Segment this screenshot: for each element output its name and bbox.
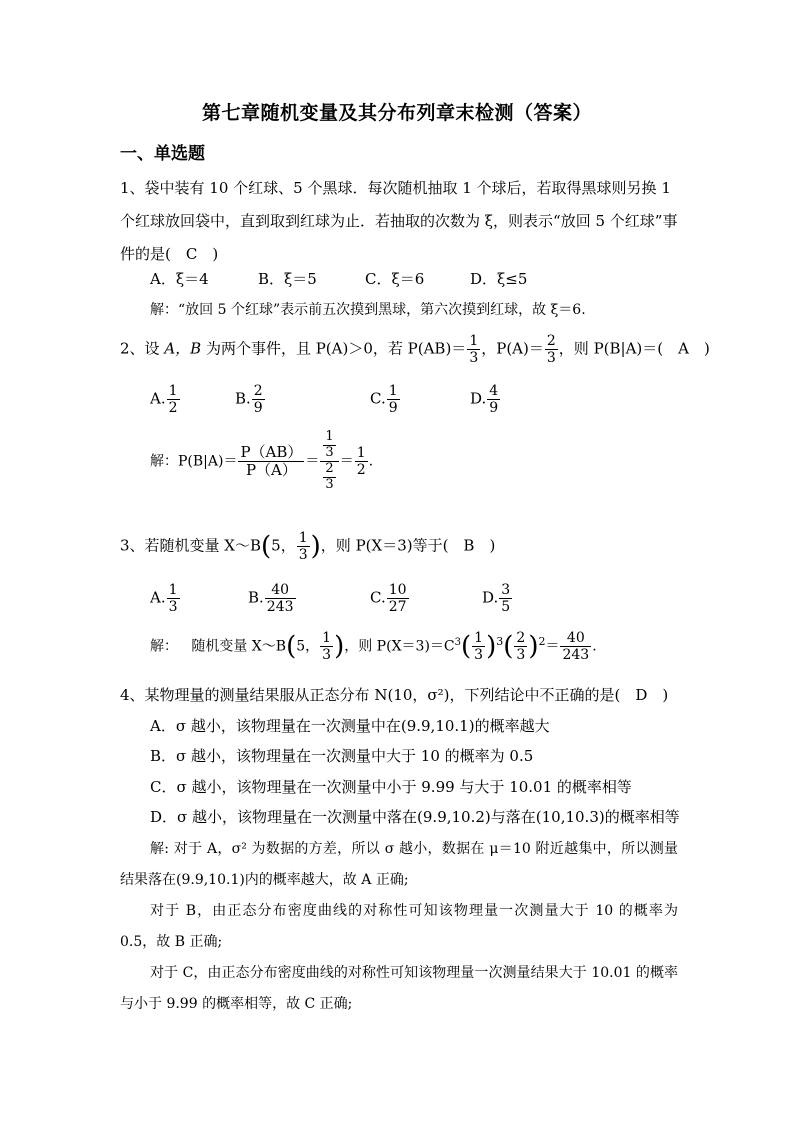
q2-option-b: B. $\frac{2}{9}$ bbox=[235, 383, 263, 417]
q4-option-c: C．σ 越小，该物理量在一次测量中小于 9.99 与大于 10.01 的概率相等 bbox=[150, 778, 632, 796]
question-1-stem: 1、袋中装有 10 个红球、5 个黑球．每次随机抽取 1 个球后，若取得黑球则另换 1 个红球放回袋中，直到取到红球为止．若抽取的次数为 ξ，则表示“放回 5 个红球”事件的是( C ) bbox=[120, 179, 678, 263]
q2-solution: 解：P(B|A)＝ $\frac{P(AB)}{P(A)}$ ＝ $\frac{\frac{1}{3}}{\frac{2}{3}}$ ＝ $\frac{1}{2}$ . bbox=[150, 429, 374, 492]
q4-solution-a: 解: 对于 A，σ² 为数据的方差，所以 σ 越小，数据在 μ＝10 附近越集中，所以测量结果落在(9.9,10.1)内的概率越大，故 A 正确; bbox=[120, 841, 678, 888]
q2-option-d: D. $\frac{4}{9}$ bbox=[470, 383, 499, 417]
q3-option-a: A. $\frac{1}{3}$ bbox=[150, 582, 178, 616]
q4-option-b: B．σ 越小，该物理量在一次测量中大于 10 的概率为 0.5 bbox=[150, 747, 534, 765]
q2-option-a: A. $\frac{1}{2}$ bbox=[150, 383, 178, 417]
q2-stem-b: 为两个事件，且 bbox=[201, 339, 316, 358]
q4-solution-c: 对于 C，由正态分布密度曲线的对称性可知该物理量一次测量结果大于 10.01 的概率与小于 9.99 的概率相等，故 C 正确; bbox=[120, 965, 678, 1012]
q1-solution: 解：“放回 5 个红球”表示前五次摸到黑球，第六次摸到红球，故 ξ＝6. bbox=[150, 302, 586, 318]
section-heading: 一、单选题 bbox=[120, 144, 205, 164]
question-3-stem: 3、若随机变量 X～B(5， $\frac{1}{3}$ )，则 P(X＝3)等于( B ) bbox=[120, 530, 496, 564]
q4-solution-b: 对于 B，由正态分布密度曲线的对称性可知该物理量一次测量大于 10 的概率为 0.5，故 B 正确; bbox=[120, 903, 678, 950]
q2-stem-vars: A，B bbox=[164, 339, 202, 358]
q1-option-c: C．ξ＝6 bbox=[365, 270, 425, 288]
page-title: 第七章随机变量及其分布列章末检测（答案） bbox=[201, 102, 592, 124]
q2-fraction-1: $\frac{1}{3}$ bbox=[469, 333, 479, 367]
q1-option-a: A．ξ＝4 bbox=[150, 270, 209, 288]
q2-stem-pa: P(A)＞0，若 P(AB)＝ bbox=[315, 339, 467, 358]
q2-fraction-2: $\frac{2}{3}$ bbox=[546, 333, 556, 367]
question-2-stem bbox=[120, 333, 710, 366]
question-4-stem: 4、某物理量的测量结果服从正态分布 N(10，σ²)，下列结论中不正确的是( D ) bbox=[120, 686, 669, 704]
q4-option-d: D．σ 越小，该物理量在一次测量中落在(9.9,10.2)与落在(10,10.3)的概率相等 bbox=[150, 808, 680, 826]
q4-option-a: A．σ 越小，该物理量在一次测量中在(9.9,10.1)的概率越大 bbox=[150, 717, 550, 735]
q1-option-d: D．ξ≤5 bbox=[470, 270, 528, 288]
q2-stem-a: 2、设 bbox=[120, 339, 165, 358]
q3-option-c: C. $\frac{10}{27}$ bbox=[370, 582, 407, 616]
q2-stem-mid: ，P(A)＝ bbox=[481, 339, 544, 358]
q3-option-d: D. $\frac{3}{5}$ bbox=[482, 582, 511, 616]
q2-stem-end: ，则 P(B|A)＝( A ) bbox=[558, 339, 710, 358]
q3-option-b: B. $\frac{40}{243}$ bbox=[248, 582, 294, 616]
q3-solution: 解： 随机变量 X～B(5， $\frac{1}{3}$ )，则 $P(X=3)=C^3$( $\frac{1}{3}$ )$^3$( $\frac{2}{3}$ )$^2$＝ $\frac{40}{243}$ . bbox=[150, 630, 597, 664]
q2-option-c: C. $\frac{1}{9}$ bbox=[370, 383, 398, 417]
q1-option-b: B．ξ＝5 bbox=[258, 270, 317, 288]
